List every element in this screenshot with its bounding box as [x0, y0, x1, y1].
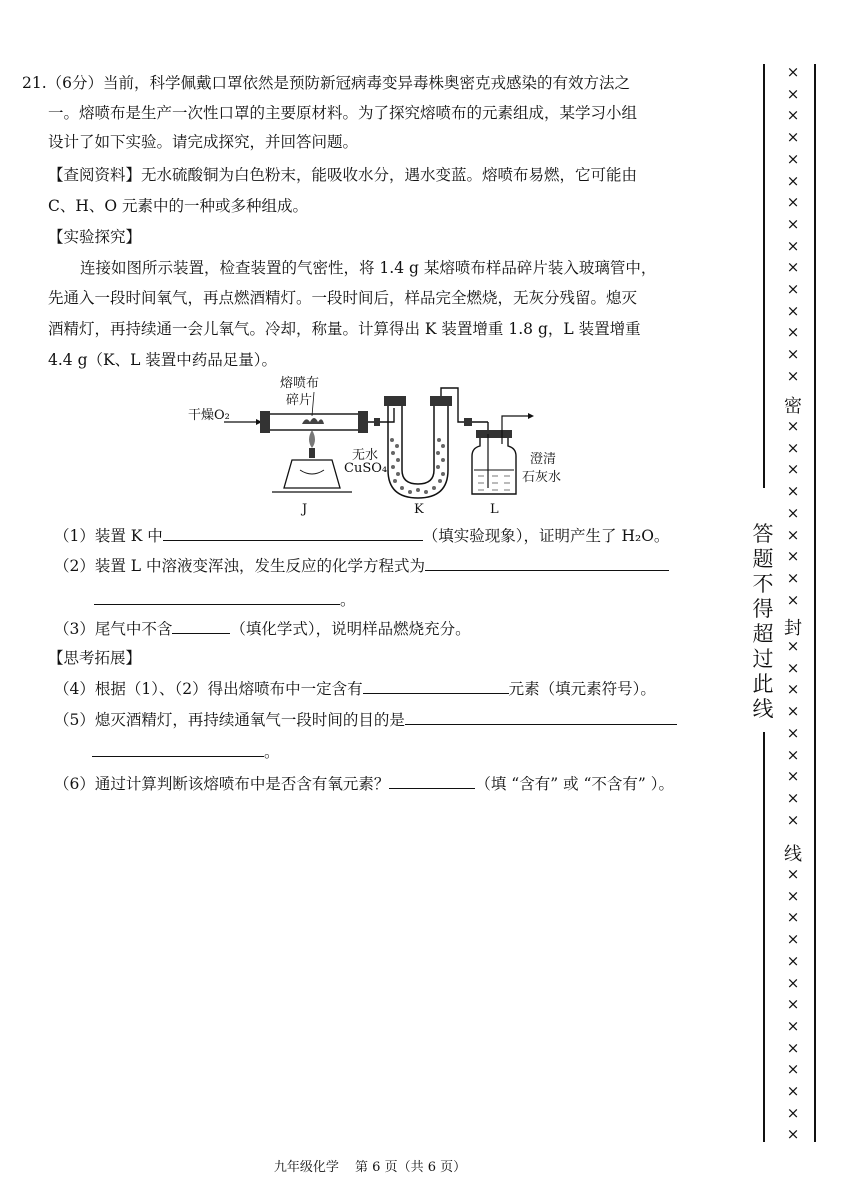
seal-x-mark: × — [786, 258, 800, 277]
label-j: J — [302, 502, 308, 517]
sub-question-1: （1）装置 K 中 （填实验现象），证明产生了 H₂O。 — [54, 524, 669, 547]
think-heading: 【思考拓展】 — [48, 649, 142, 667]
experiment-line-3: 酒精灯，再持续通一会儿氧气。冷却，称量。计算得出 K 装置增重 1.8 g，L 装置增重 — [48, 320, 641, 338]
seal-x-mark: × — [786, 149, 800, 168]
reference-line-1: 【查阅资料】无水硫酸铜为白色粉末，能吸收水分，遇水变蓝。熔喷布易燃，它可能由 — [48, 166, 638, 184]
seal-warning-char: 题 — [752, 547, 774, 571]
answer-blank-6[interactable] — [389, 772, 475, 789]
sub-question-4: （4）根据（1）、（2）得出熔喷布中一定含有 元素（填元素符号）。 — [54, 677, 656, 700]
tube-stopper-left — [260, 411, 270, 433]
page-footer — [0, 1156, 740, 1175]
seal-x-mark: × — [786, 106, 800, 125]
sub-question-5: （5）熄灭酒精灯，再持续通氧气一段时间的目的是 — [54, 708, 677, 731]
seal-x-mark: × — [786, 1125, 800, 1144]
sample-label-2: 碎片 — [286, 393, 313, 408]
limewater-label-2: 石灰水 — [522, 470, 562, 485]
bottle-l — [472, 438, 516, 494]
answer-blank-2a[interactable] — [425, 554, 669, 571]
experiment-heading: 【实验探究】 — [48, 228, 142, 246]
seal-x-column-4 — [783, 864, 803, 1146]
seal-x-column-3 — [783, 636, 803, 831]
seal-warning-char: 线 — [752, 697, 774, 721]
reference-line-2: C、H、O 元素中的一种或多种组成。 — [48, 197, 309, 215]
seal-x-mark: × — [786, 323, 800, 342]
sub-question-2-cont: 。 — [94, 588, 356, 611]
seal-line-inner-top — [763, 64, 765, 488]
seal-warning-char: 答 — [752, 522, 774, 546]
seal-warning-char: 超 — [752, 622, 774, 646]
sample-fragments — [302, 418, 324, 424]
seal-x-mark: × — [786, 1016, 800, 1035]
sample-label-1: 熔喷布 — [280, 376, 320, 391]
seal-x-mark: × — [786, 995, 800, 1014]
seal-x-mark: × — [786, 702, 800, 721]
seal-char-feng: 封 — [784, 618, 802, 639]
seal-x-mark: × — [786, 810, 800, 829]
lamp-flame — [309, 430, 315, 448]
answer-blank-5a[interactable] — [405, 708, 677, 725]
seal-x-mark: × — [786, 438, 800, 457]
experiment-line-1: 连接如图所示装置，检查装置的气密性，将 1.4 g 某熔喷布样品碎片装入玻璃管中， — [80, 259, 657, 277]
seal-x-mark: × — [786, 417, 800, 435]
footer-subject: 九年级化学 — [273, 1160, 339, 1175]
cuso4-granules — [390, 438, 445, 494]
cuso4-label-2: CuSO₄ — [344, 461, 388, 476]
seal-x-mark: × — [786, 568, 800, 587]
seal-x-mark: × — [786, 865, 800, 883]
seal-char-mi: 密 — [784, 396, 802, 417]
sub-question-2: （2）装置 L 中溶液变浑浊，发生反应的化学方程式为 — [54, 554, 669, 577]
u-tube-stopper-left — [384, 396, 406, 406]
answer-blank-1[interactable] — [163, 524, 423, 541]
question-line-1: 21.（6分）当前，科学佩戴口罩依然是预防新冠病毒变异毒株奥密克戎感染的有效方法之 — [22, 74, 631, 92]
seal-x-mark: × — [786, 345, 800, 364]
seal-x-mark: × — [786, 214, 800, 233]
answer-blank-2b[interactable] — [94, 588, 340, 605]
experiment-apparatus — [188, 370, 588, 520]
seal-x-mark: × — [786, 973, 800, 992]
seal-x-column-2 — [783, 416, 803, 611]
sub-question-5-cont: 。 — [92, 740, 280, 763]
seal-warning-char: 不 — [752, 572, 774, 596]
seal-x-mark: × — [786, 547, 800, 566]
sample-pointer — [312, 392, 314, 416]
experiment-line-4: 4.4 g（K、L 装置中药品足量）。 — [48, 351, 278, 369]
seal-x-mark: × — [786, 460, 800, 479]
seal-x-mark: × — [786, 128, 800, 147]
question-line-3: 设计了如下实验。请完成探究，并回答问题。 — [48, 133, 359, 151]
seal-warning-char: 此 — [752, 672, 774, 696]
o2-label: 干燥O₂ — [188, 408, 230, 423]
seal-x-mark: × — [786, 590, 800, 609]
seal-x-mark: × — [786, 301, 800, 320]
seal-x-mark: × — [786, 908, 800, 927]
seal-x-mark: × — [786, 482, 800, 501]
apparatus-drawing — [188, 370, 588, 520]
seal-warning-char: 过 — [752, 647, 774, 671]
answer-blank-4[interactable] — [363, 677, 509, 694]
seal-x-mark: × — [786, 63, 800, 81]
tube-stopper-right — [358, 411, 368, 433]
bottle-stopper — [476, 430, 512, 438]
answer-blank-5b[interactable] — [92, 740, 264, 757]
seal-x-mark: × — [786, 1103, 800, 1122]
seal-x-mark: × — [786, 723, 800, 742]
lamp-wick — [309, 448, 315, 458]
seal-char-xian: 线 — [784, 844, 802, 865]
seal-x-mark: × — [786, 951, 800, 970]
seal-line-inner-bottom — [763, 732, 765, 1142]
question-line-2: 一。熔喷布是生产一次性口罩的主要原材料。为了探究熔喷布的元素组成，某学习小组 — [48, 104, 638, 122]
seal-x-mark: × — [786, 193, 800, 212]
u-tube-stopper-right — [430, 396, 452, 406]
seal-x-mark: × — [786, 767, 800, 786]
seal-warning-text — [750, 522, 776, 722]
seal-x-mark: × — [786, 366, 800, 385]
seal-x-mark: × — [786, 886, 800, 905]
seal-x-mark: × — [786, 236, 800, 255]
seal-x-mark: × — [786, 84, 800, 103]
seal-x-mark: × — [786, 658, 800, 677]
sub-question-6: （6）通过计算判断该熔喷布中是否含有氧元素？ （填 “含有” 或 “不含有” ）。 — [54, 772, 674, 795]
seal-x-mark: × — [786, 1060, 800, 1079]
answer-blank-3[interactable] — [172, 617, 230, 634]
seal-warning-char: 得 — [752, 597, 774, 621]
seal-x-mark: × — [786, 930, 800, 949]
cuso4-label-1: 无水 — [352, 448, 379, 463]
seal-x-column-1 — [783, 62, 803, 388]
seal-x-mark: × — [786, 503, 800, 522]
label-k: K — [414, 502, 424, 517]
seal-x-mark: × — [786, 1082, 800, 1101]
seal-x-mark: × — [786, 280, 800, 299]
seal-x-mark: × — [786, 788, 800, 807]
seal-x-mark: × — [786, 171, 800, 190]
limewater-label-1: 澄清 — [530, 452, 557, 467]
seal-x-mark: × — [786, 680, 800, 699]
label-l: L — [490, 502, 499, 517]
seal-x-mark: × — [786, 637, 800, 655]
sub-question-3: （3）尾气中不含 （填化学式），说明样品燃烧充分。 — [54, 617, 471, 640]
seal-x-mark: × — [786, 525, 800, 544]
seal-x-mark: × — [786, 1038, 800, 1057]
footer-page: 第 6 页（共 6 页） — [355, 1160, 467, 1175]
seal-x-mark: × — [786, 745, 800, 764]
seal-line-outer — [814, 64, 816, 1142]
experiment-line-2: 先通入一段时间氧气，再点燃酒精灯。一段时间后，样品完全燃烧，无灰分残留。熄灭 — [48, 289, 638, 307]
